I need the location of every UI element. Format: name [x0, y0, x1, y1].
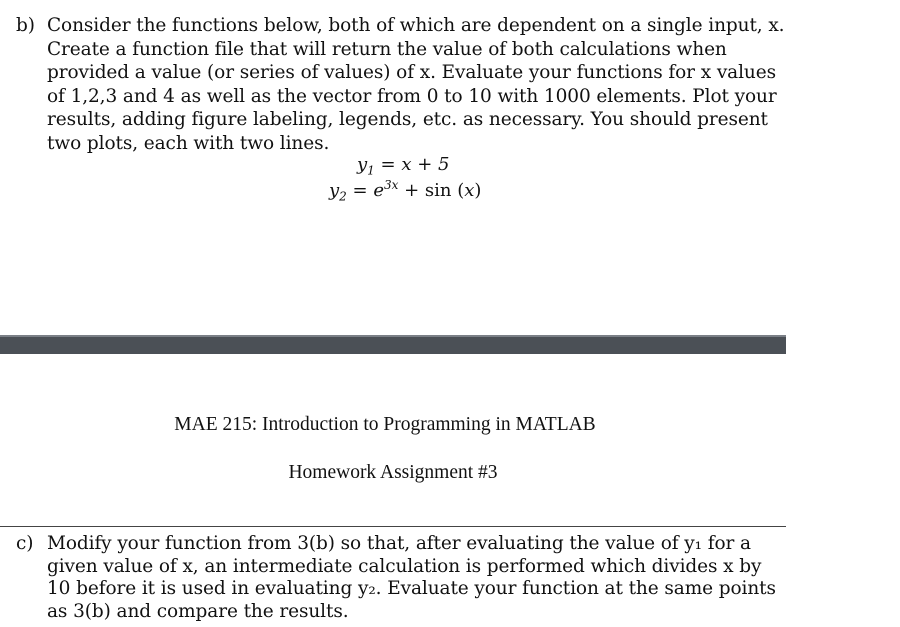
problem-c [16, 533, 786, 623]
assignment-title: Homework Assignment #3 [288, 462, 498, 483]
eq1-rhs: = x + 5 [374, 154, 450, 175]
eq1-lhs: y [357, 154, 368, 175]
problem-c-text: Modify your function from 3(b) so that, after evaluating the value of y₁ for a given value of x, an intermediate calculation is performed which divides x by 10 before it is used in evaluating y₂. Evaluate your function at the same points as 3(b) and compare the results. [47, 533, 776, 622]
equation-y2 [329, 178, 481, 204]
problem-b-text: Consider the functions below, both of which are dependent on a single input, x. Create a function file that will return the value of both calculations when provided a value (or series of values) of x. Evaluate your functions for x values of 1,2,3 and 4 as well as the vector from 0 to 10 with 1000 elements. Plot your results, adding figure labeling, legends, etc. as necessary. You should present two plots, each with two lines. [47, 15, 785, 154]
course-title: MAE 215: Introduction to Programming in MATLAB [174, 414, 596, 435]
eq2-exponent: 3x [384, 178, 399, 192]
equation-y1 [357, 154, 449, 178]
eq2-lhs: y [329, 180, 340, 201]
header-rule [0, 526, 786, 527]
problem-c-label: c) [16, 533, 34, 554]
eq2-mid: = e [346, 180, 384, 201]
eq2-var: x [464, 180, 475, 201]
problem-b-label: b) [16, 15, 35, 36]
eq1-subscript: 1 [367, 163, 375, 178]
eq2-rhs2: ) [474, 180, 482, 201]
eq2-rhs1: + sin ( [398, 180, 465, 201]
eq2-subscript: 2 [339, 189, 347, 204]
page-divider [0, 335, 786, 354]
problem-b [16, 14, 786, 156]
